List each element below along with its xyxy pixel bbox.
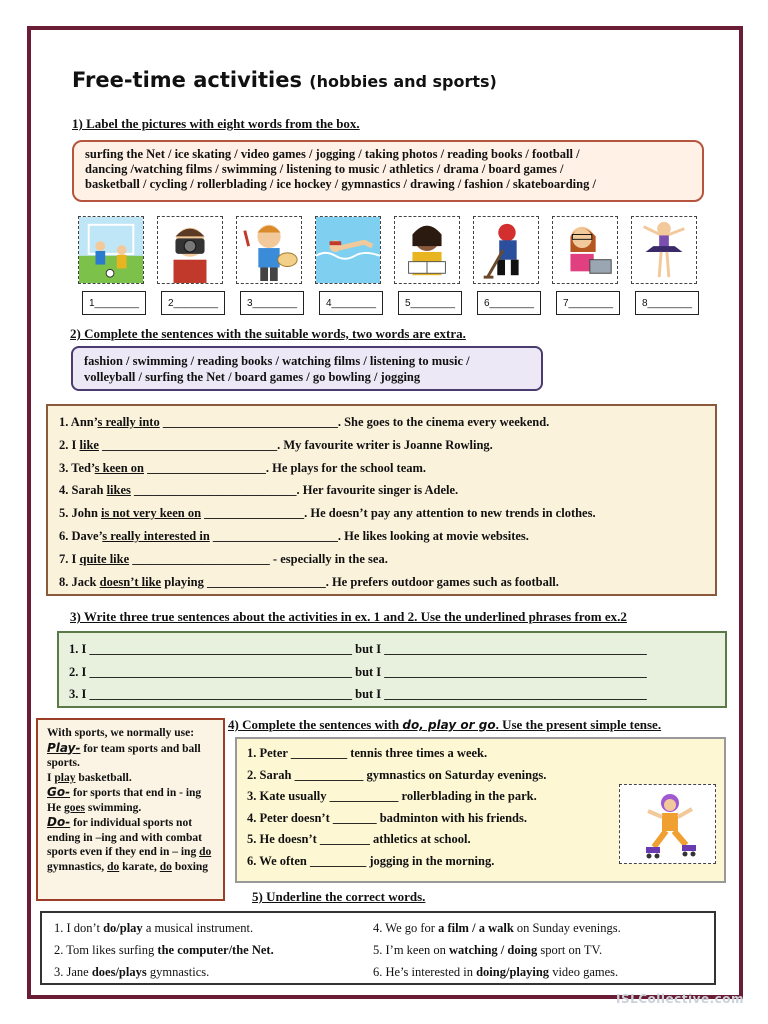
ex2-sentence: 7. I quite like ______________________ - especially in the sea. xyxy=(59,551,388,566)
ex5-sentence[interactable]: 3. Jane does/plays gymnastics. xyxy=(54,965,210,979)
ex5-sentence[interactable]: 4. We go for a film / a walk on Sunday evenings. xyxy=(373,921,621,935)
ex1-pictures xyxy=(78,216,706,284)
ex4-sentence: 4. Peter doesn’t _______ badminton with his friends. xyxy=(247,810,527,825)
grammar-note-box: With sports, we normally use: Play- for team sports and ball sports. I play basketball. Go- for sports that end in - ing He goes swimming. Do- for individual sports not ending in –ing and with combat sports even if they end in – ing do gymnastics, do karate, do boxing xyxy=(36,718,225,901)
ex4-sentence: 5. He doesn’t ________ athletics at school. xyxy=(247,832,471,846)
ex1-word-line: surfing the Net / ice skating / video games / jogging / taking photos / reading books / football / xyxy=(85,147,580,161)
worksheet-title: Free-time activities (hobbies and sports) xyxy=(72,68,497,92)
ex1-heading: 1) Label the pictures with eight words from the box. xyxy=(72,116,360,131)
ex2-sentences xyxy=(46,404,717,596)
ex5-sentence[interactable]: 6. He’s interested in doing/playing video games. xyxy=(373,965,619,979)
rollerblading-picture xyxy=(619,784,716,864)
ex2-sentence: 6. Dave’s really interested in ____________________. He likes looking at movie websites. xyxy=(59,528,529,543)
ex4-sentence: 1. Peter _________ tennis three times a week. xyxy=(247,746,488,760)
ex1-answer-labels xyxy=(82,291,706,315)
ex2-sentence: 2. I like ____________________________. My favourite writer is Joanne Rowling. xyxy=(59,437,493,452)
ex2-word-line: fashion / swimming / reading books / watching films / listening to music / xyxy=(84,354,470,368)
ex3-line[interactable]: 1. I __________________________________________ but I __________________________________________ xyxy=(69,642,647,656)
answer-label[interactable]: 1________ xyxy=(82,291,146,315)
ex2-word-box xyxy=(71,346,543,391)
ex5-heading: 5) Underline the correct words. xyxy=(252,889,426,904)
swimming-picture xyxy=(315,216,381,284)
ex1-word-box xyxy=(72,140,704,202)
ex2-sentence: 1. Ann’s really into ____________________________. She goes to the cinema every weekend. xyxy=(59,415,550,429)
ex4-heading: 4) Complete the sentences with do, play or go. Use the present simple tense. xyxy=(228,717,662,732)
ex5-sentence[interactable]: 2. Tom likes surfing the computer/the Net. xyxy=(54,943,274,957)
reading-books-picture xyxy=(394,216,460,284)
answer-label[interactable]: 4________ xyxy=(319,291,383,315)
ex2-sentence: 5. John is not very keen on ________________. He doesn’t pay any attention to new trends in clothes. xyxy=(59,506,596,521)
ex3-line[interactable]: 2. I __________________________________________ but I __________________________________________ xyxy=(69,664,647,679)
ex5-left-column xyxy=(54,917,274,983)
answer-label[interactable]: 5________ xyxy=(398,291,462,315)
answer-label[interactable]: 3________ xyxy=(240,291,304,315)
ex2-heading: 2) Complete the sentences with the suitable words, two words are extra. xyxy=(70,326,466,341)
ex3-writing-box xyxy=(57,631,727,708)
ex1-word-line: dancing /watching films / swimming / listening to music / athletics / drama / board games / xyxy=(85,162,564,176)
ex2-sentence: 3. Ted’s keen on ___________________. He plays for the school team. xyxy=(59,460,427,475)
dancing-picture xyxy=(631,216,697,284)
ex4-sentence: 3. Kate usually ___________ rollerblading in the park. xyxy=(247,789,537,803)
answer-label[interactable]: 8________ xyxy=(635,291,699,315)
taking-photos-picture xyxy=(157,216,223,284)
ex3-heading: 3) Write three true sentences about the activities in ex. 1 and 2. Use the underlined phrases from ex.2 xyxy=(70,609,627,624)
ex5-right-column xyxy=(373,917,621,983)
ex4-sentence: 6. We often _________ jogging in the morning. xyxy=(247,853,495,868)
ex4-sentence: 2. Sarah ___________ gymnastics on Saturday evenings. xyxy=(247,767,547,782)
ex1-word-line: basketball / cycling / rollerblading / ice hockey / gymnastics / drawing / fashion / skateboarding / xyxy=(85,177,596,191)
ex2-word-line: volleyball / surfing the Net / board games / go bowling / jogging xyxy=(84,370,421,384)
answer-label[interactable]: 6________ xyxy=(477,291,541,315)
ex5-sentences xyxy=(40,911,716,985)
ex5-sentence[interactable]: 1. I don’t do/play a musical instrument. xyxy=(54,921,254,935)
answer-label[interactable]: 2________ xyxy=(161,291,225,315)
surfing-the-net-picture xyxy=(552,216,618,284)
ex2-sentence: 4. Sarah likes __________________________. Her favourite singer is Adele. xyxy=(59,483,459,498)
watermark: ISLCollective.com xyxy=(616,992,745,1006)
ex3-line[interactable]: 3. I __________________________________________ but I __________________________________________ xyxy=(69,687,647,701)
ex2-sentence: 8. Jack doesn’t like playing ___________________. He prefers outdoor games such as football. xyxy=(59,574,559,589)
ice-hockey-picture xyxy=(473,216,539,284)
drawing-picture xyxy=(236,216,302,284)
ex5-sentence[interactable]: 5. I’m keen on watching / doing sport on TV. xyxy=(373,943,603,957)
answer-label[interactable]: 7________ xyxy=(556,291,620,315)
football-picture xyxy=(78,216,144,284)
